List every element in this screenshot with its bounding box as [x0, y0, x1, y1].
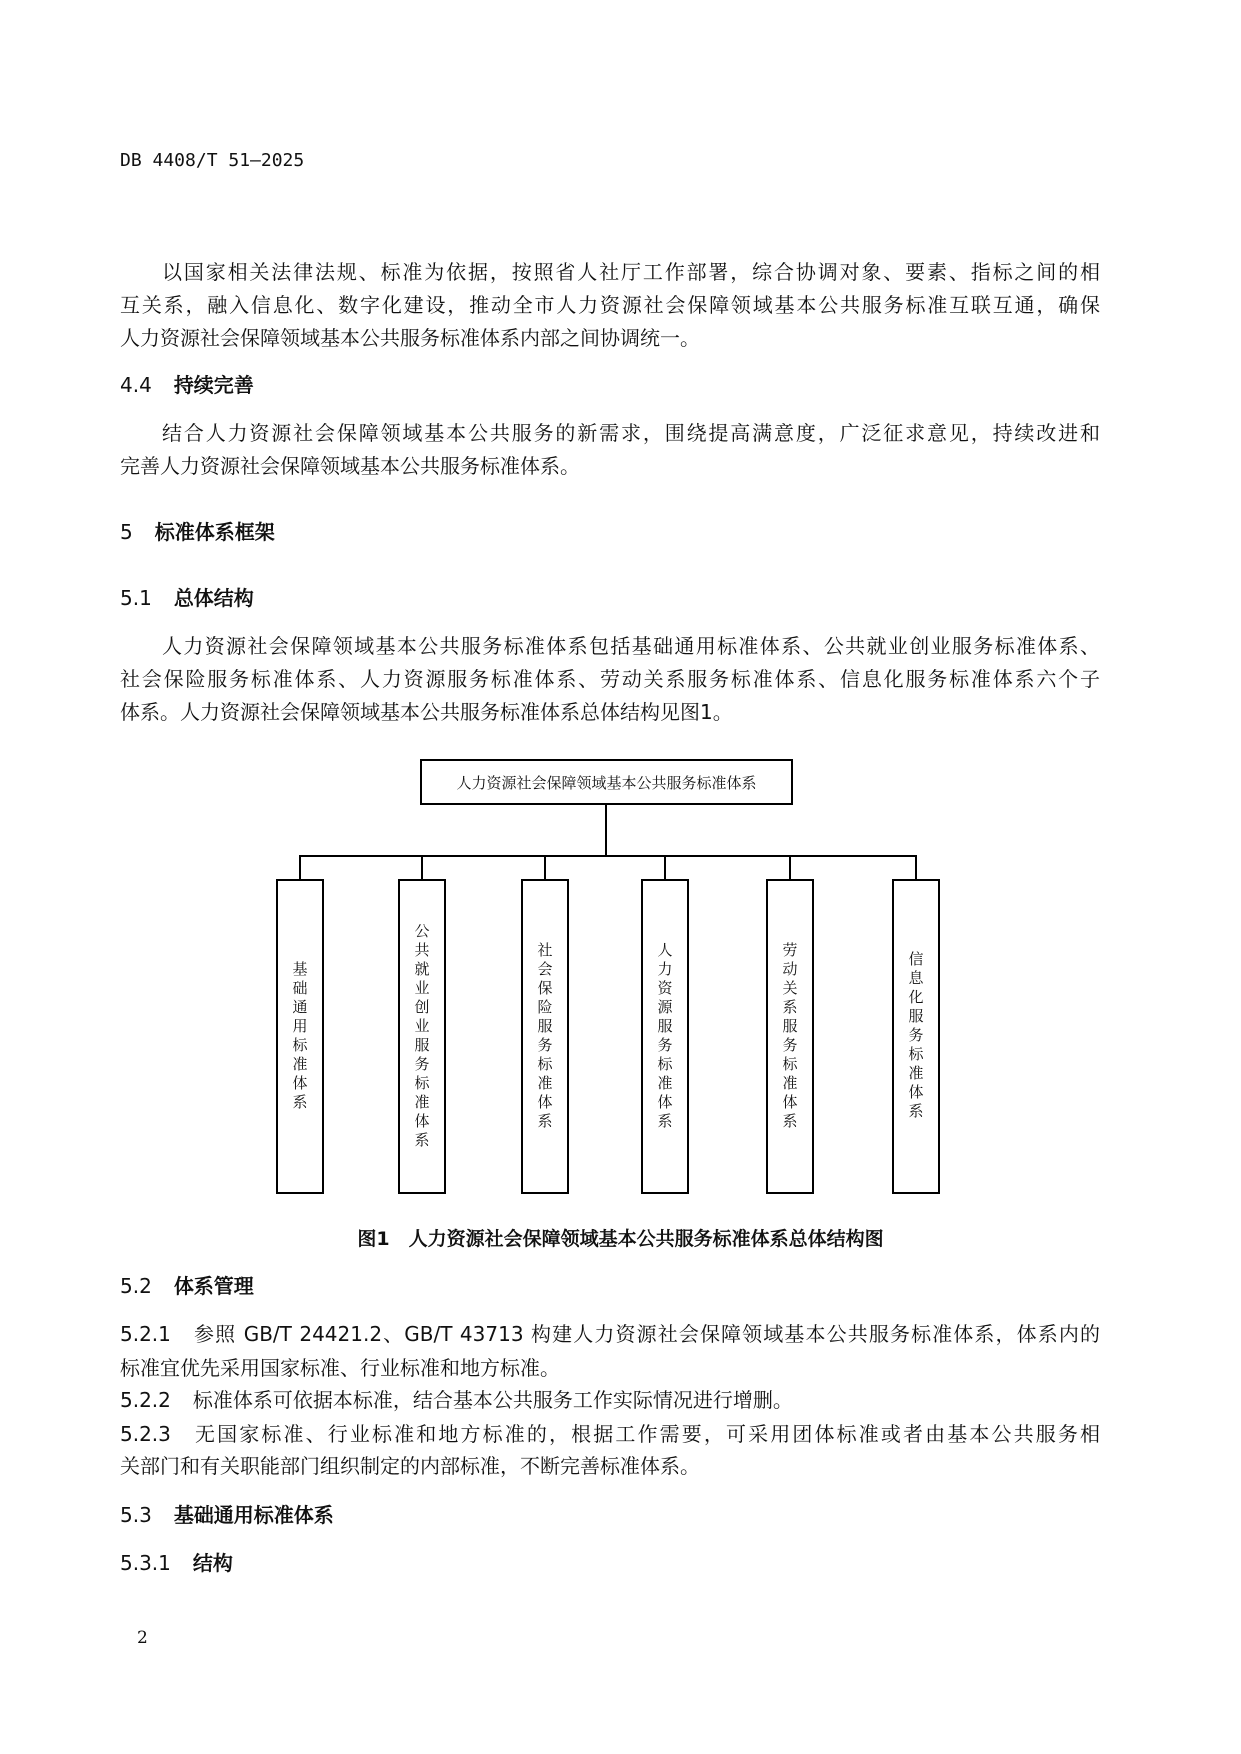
paragraph-line: 完善人力资源社会保障领域基本公共服务标准体系。 [120, 454, 580, 478]
paragraph-line: 互关系，融入信息化、数字化建设，推动全市人力资源社会保障领域基本公共服务标准互联互通，确保 [120, 293, 1100, 317]
section-title: 标准体系框架 [154, 520, 275, 544]
clause-5-2-1 [120, 1321, 1100, 1347]
section-title: 总体结构 [173, 586, 254, 610]
section-title: 结构 [192, 1551, 233, 1575]
clause-text: 参照 GB/T 24421.2、GB/T 43713 构建人力资源社会保障领域基本公共服务标准体系，体系内的 [192, 1322, 1100, 1346]
connector-line [789, 855, 791, 880]
section-number: 5.3 [120, 1503, 152, 1527]
document-code: DB 4408/T 51—2025 [120, 150, 305, 171]
clause-number: 5.2.2 [120, 1388, 171, 1412]
clause-number: 5.2.1 [120, 1322, 171, 1346]
diagram-child-box: 公共就业创业服务标准体系 [398, 879, 446, 1194]
section-number: 5 [120, 520, 133, 544]
page-number: 2 [137, 1628, 148, 1648]
connector-line [605, 805, 607, 857]
section-heading-5-1 [120, 585, 254, 611]
clause-5-2-2 [120, 1387, 793, 1413]
diagram-root-box: 人力资源社会保障领域基本公共服务标准体系 [420, 759, 793, 805]
section-heading-5-3-1 [120, 1550, 233, 1576]
paragraph-line: 结合人力资源社会保障领域基本公共服务的新需求，围绕提高满意度，广泛征求意见，持续改进和 [162, 421, 1100, 445]
diagram-child-box: 信息化服务标准体系 [892, 879, 940, 1194]
section-heading-5-2 [120, 1273, 254, 1299]
connector-line [299, 855, 301, 880]
diagram-child-box: 劳动关系服务标准体系 [766, 879, 814, 1194]
diagram-child-box: 基础通用标准体系 [276, 879, 324, 1194]
section-heading-5 [120, 519, 275, 545]
diagram-child-box: 人力资源服务标准体系 [641, 879, 689, 1194]
clause-5-2-3 [120, 1421, 1100, 1447]
section-number: 5.2 [120, 1274, 152, 1298]
clause-number: 5.2.3 [120, 1422, 171, 1446]
paragraph-line: 标准宜优先采用国家标准、行业标准和地方标准。 [120, 1356, 560, 1380]
section-number: 5.1 [120, 586, 152, 610]
clause-text: 无国家标准、行业标准和地方标准的，根据工作需要，可采用团体标准或者由基本公共服务相 [192, 1422, 1100, 1446]
connector-line [915, 855, 917, 880]
section-title: 持续完善 [173, 373, 254, 397]
paragraph-line: 人力资源社会保障领域基本公共服务标准体系包括基础通用标准体系、公共就业创业服务标准体系、 [162, 634, 1100, 658]
section-title: 基础通用标准体系 [173, 1503, 334, 1527]
figure-caption: 图1 人力资源社会保障领域基本公共服务标准体系总体结构图 [357, 1228, 884, 1250]
section-heading-4-4 [120, 372, 254, 398]
paragraph-line: 人力资源社会保障领域基本公共服务标准体系内部之间协调统一。 [120, 326, 700, 350]
section-number: 5.3.1 [120, 1551, 171, 1575]
paragraph-line: 体系。人力资源社会保障领域基本公共服务标准体系总体结构见图1。 [120, 700, 733, 724]
section-title: 体系管理 [173, 1274, 254, 1298]
clause-text: 标准体系可依据本标准，结合基本公共服务工作实际情况进行增删。 [192, 1388, 793, 1412]
paragraph-line: 关部门和有关职能部门组织制定的内部标准，不断完善标准体系。 [120, 1454, 700, 1478]
connector-line [299, 855, 917, 857]
section-heading-5-3 [120, 1502, 334, 1528]
diagram-child-box: 社会保险服务标准体系 [521, 879, 569, 1194]
connector-line [544, 855, 546, 880]
section-number: 4.4 [120, 373, 152, 397]
paragraph-line: 社会保险服务标准体系、人力资源服务标准体系、劳动关系服务标准体系、信息化服务标准体系六个子 [120, 667, 1100, 691]
connector-line [664, 855, 666, 880]
connector-line [421, 855, 423, 880]
paragraph-line: 以国家相关法律法规、标准为依据，按照省人社厅工作部署，综合协调对象、要素、指标之间的相 [162, 260, 1100, 284]
